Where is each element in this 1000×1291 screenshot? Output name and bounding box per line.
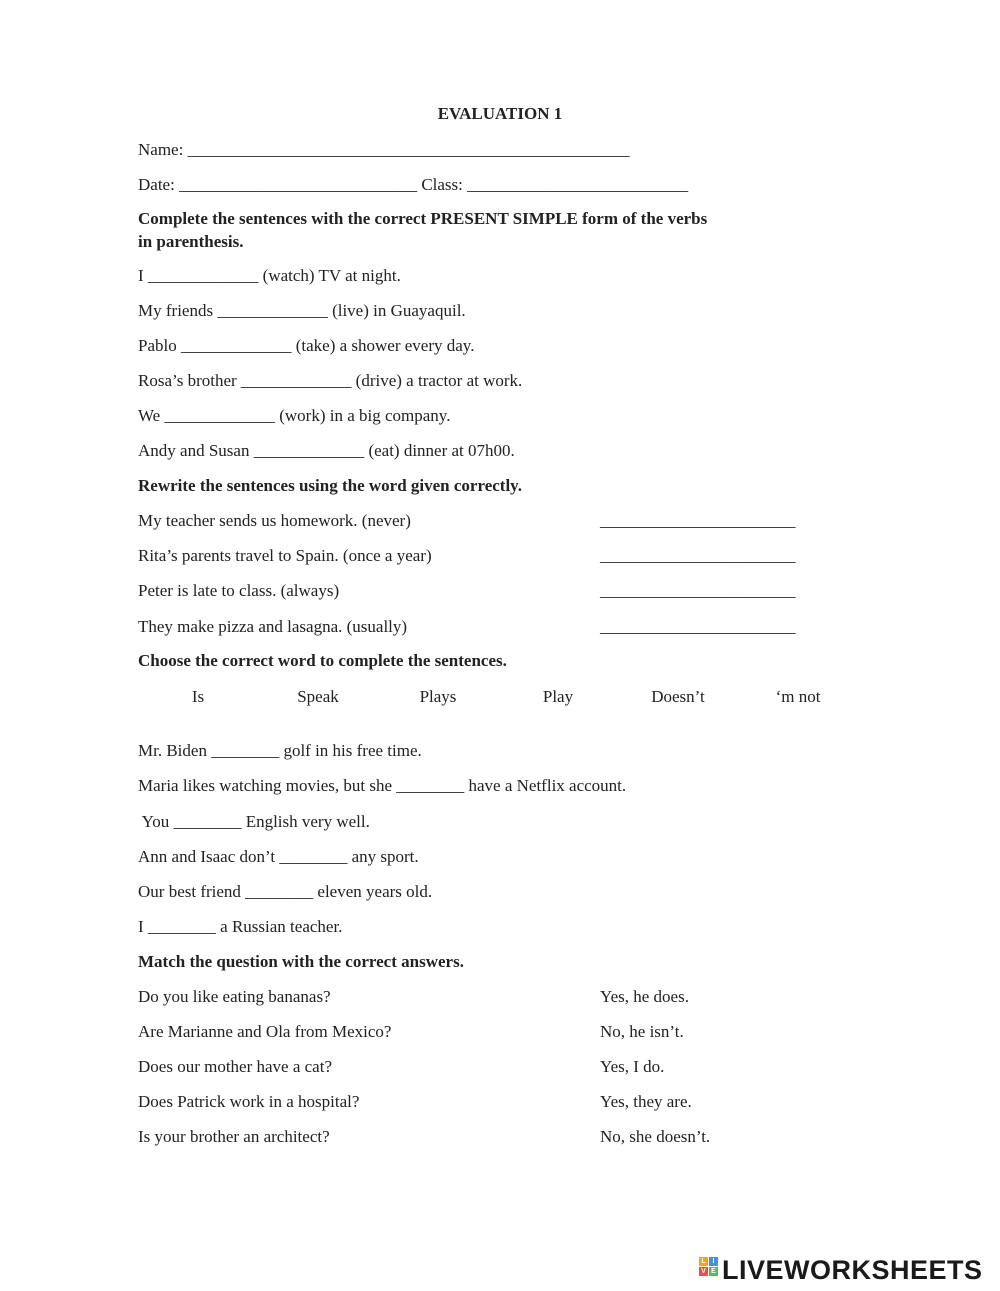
logo-text: LIVEWORKSHEETS: [722, 1255, 983, 1285]
section2-item: Peter is late to class. (always): [138, 581, 340, 600]
match-question[interactable]: Is your brother an architect?: [138, 1127, 330, 1146]
logo-square-l: L: [699, 1257, 708, 1266]
match-question[interactable]: Are Marianne and Ola from Mexico?: [138, 1022, 392, 1041]
name-field[interactable]: Name: ____________________________________________________: [138, 140, 630, 159]
section2-instruction: Rewrite the sentences using the word given correctly.: [138, 476, 522, 495]
section1-item[interactable]: Rosa’s brother _____________ (drive) a tractor at work.: [138, 371, 523, 390]
word-bank-item: Play: [542, 687, 574, 706]
section1-item[interactable]: We _____________ (work) in a big company.: [138, 406, 451, 425]
section4-instruction: Match the question with the correct answers.: [138, 952, 464, 971]
word-bank-item: Plays: [419, 687, 457, 706]
logo-square-i: I: [709, 1257, 718, 1266]
section3-item[interactable]: Maria likes watching movies, but she ________ have a Netflix account.: [138, 776, 627, 795]
match-answer[interactable]: No, she doesn’t.: [600, 1127, 711, 1146]
word-bank-item: Doesn’t: [651, 687, 705, 706]
section1-item[interactable]: I _____________ (watch) TV at night.: [138, 266, 401, 285]
match-answer[interactable]: Yes, he does.: [600, 987, 689, 1006]
section2-answer-blank[interactable]: _______________________: [600, 511, 796, 530]
section2-answer-blank[interactable]: _______________________: [600, 546, 796, 565]
match-question[interactable]: Does our mother have a cat?: [138, 1057, 332, 1076]
match-question[interactable]: Does Patrick work in a hospital?: [138, 1092, 360, 1111]
match-question[interactable]: Do you like eating bananas?: [138, 987, 331, 1006]
section1-instruction-cont: in parenthesis.: [138, 232, 244, 251]
date-class-field[interactable]: Date: ____________________________ Class: __________________________: [138, 175, 689, 194]
logo-square-v: V: [699, 1267, 708, 1276]
section2-item: They make pizza and lasagna. (usually): [138, 617, 408, 636]
section3-item[interactable]: I ________ a Russian teacher.: [138, 917, 343, 936]
section3-item[interactable]: You ________ English very well.: [138, 812, 370, 831]
section1-instruction: Complete the sentences with the correct PRESENT SIMPLE form of the verbs: [138, 209, 708, 228]
page-title: EVALUATION 1: [437, 104, 563, 123]
match-answer[interactable]: No, he isn’t.: [600, 1022, 684, 1041]
match-answer[interactable]: Yes, I do.: [600, 1057, 665, 1076]
section3-item[interactable]: Our best friend ________ eleven years old.: [138, 882, 433, 901]
section1-item[interactable]: Andy and Susan _____________ (eat) dinner at 07h00.: [138, 441, 515, 460]
section2-answer-blank[interactable]: _______________________: [600, 617, 796, 636]
section1-item[interactable]: My friends _____________ (live) in Guayaquil.: [138, 301, 466, 320]
word-bank-item: ‘m not: [775, 687, 821, 706]
section2-answer-blank[interactable]: _______________________: [600, 581, 796, 600]
word-bank-item: Speak: [297, 687, 339, 706]
section3-item[interactable]: Ann and Isaac don’t ________ any sport.: [138, 847, 419, 866]
section1-item[interactable]: Pablo _____________ (take) a shower every day.: [138, 336, 475, 355]
word-bank-item: Is: [191, 687, 205, 706]
match-answer[interactable]: Yes, they are.: [600, 1092, 692, 1111]
section2-item: My teacher sends us homework. (never): [138, 511, 411, 530]
section3-item[interactable]: Mr. Biden ________ golf in his free time.: [138, 741, 422, 760]
section2-item: Rita’s parents travel to Spain. (once a year): [138, 546, 432, 565]
section3-instruction: Choose the correct word to complete the sentences.: [138, 651, 507, 670]
logo-square-e: E: [709, 1267, 718, 1276]
